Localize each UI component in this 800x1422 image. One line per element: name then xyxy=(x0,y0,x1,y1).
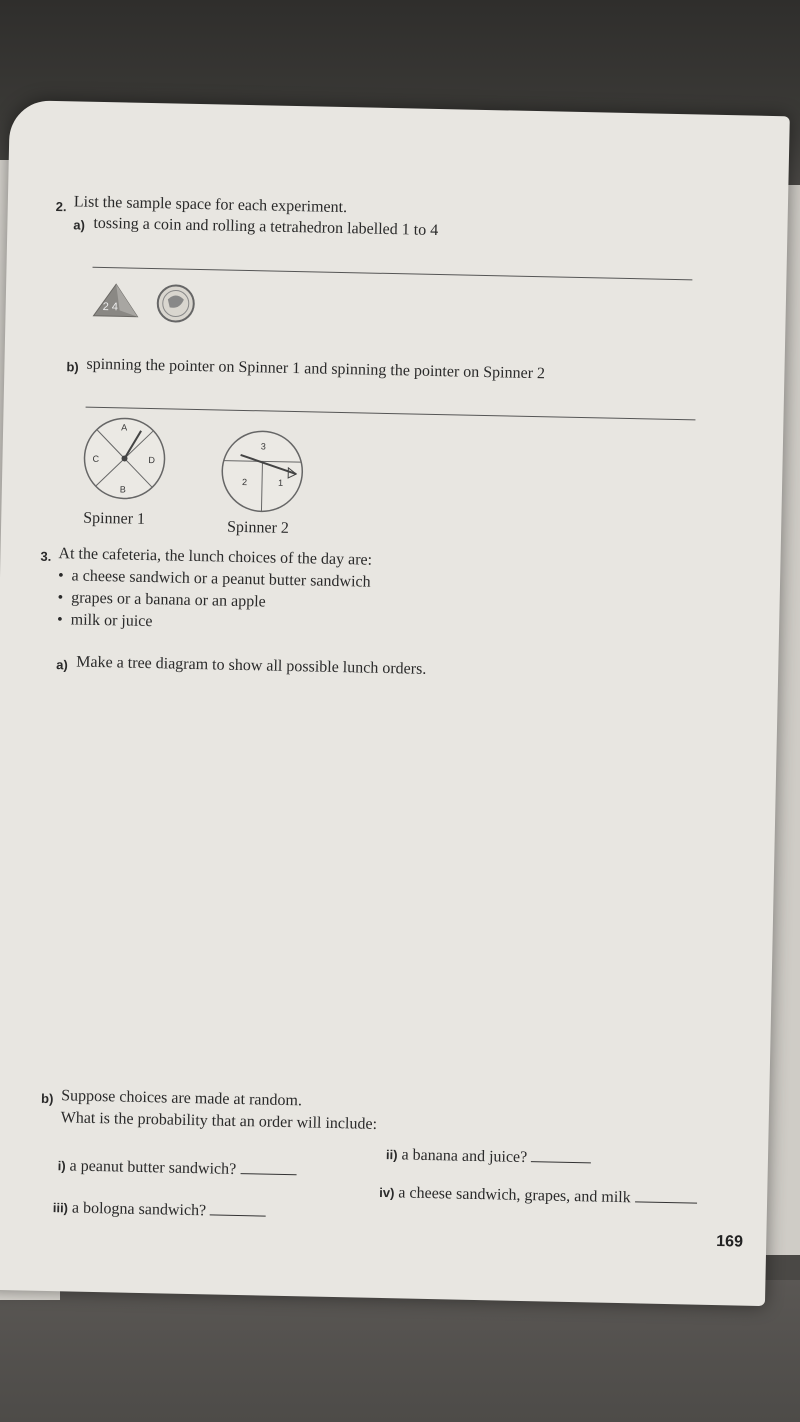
answer-line xyxy=(93,267,693,281)
choice-text: a cheese sandwich or a peanut butter sandwich xyxy=(71,567,371,591)
q2-number: 2. xyxy=(55,198,67,215)
spinner-1-section: A xyxy=(121,422,128,433)
q3-choice: • a cheese sandwich or a peanut butter sandwich xyxy=(57,567,371,591)
q3a-label: a) xyxy=(56,657,68,673)
answer-blank[interactable] xyxy=(635,1200,697,1203)
q3b-text-2: What is the probability that an order will include: xyxy=(60,1109,378,1133)
tetrahedron-and-coin xyxy=(85,280,216,331)
part-text: a cheese sandwich, grapes, and milk xyxy=(398,1184,631,1207)
part-label: iv) xyxy=(379,1184,395,1201)
part-text: a bologna sandwich? xyxy=(71,1199,207,1220)
q3b-part-ii xyxy=(386,1146,592,1168)
spinner-1-caption: Spinner 1 xyxy=(83,509,146,528)
q3-number: 3. xyxy=(40,548,52,564)
tetrahedron-label: 2 4 xyxy=(102,300,119,314)
page-number: 169 xyxy=(716,1233,744,1251)
q3b-part-i xyxy=(57,1157,296,1180)
q3-choice: • milk or juice xyxy=(56,611,153,631)
part-label: i) xyxy=(57,1158,66,1174)
spinner-2-section: 3 xyxy=(260,441,266,452)
part-label: ii) xyxy=(385,1147,398,1163)
part-text: a peanut butter sandwich? xyxy=(69,1157,237,1178)
q3b-part-iii xyxy=(53,1199,267,1221)
spinner-2-caption: Spinner 2 xyxy=(226,518,290,537)
choice-text: grapes or a banana or an apple xyxy=(71,589,266,611)
spinner-1-section: B xyxy=(119,484,126,495)
spinner-2-section: 2 xyxy=(241,476,248,488)
part-label: iii) xyxy=(52,1200,69,1216)
q3-intro: At the cafeteria, the lunch choices of the day are: xyxy=(58,545,373,569)
worksheet-page xyxy=(0,100,790,1306)
q2b-label: b) xyxy=(66,359,79,375)
q3b-text-1: Suppose choices are made at random. xyxy=(60,1087,303,1110)
spinner-1 xyxy=(74,413,186,505)
q3b-label: b) xyxy=(40,1090,54,1107)
part-text: a banana and juice? xyxy=(401,1146,528,1167)
spinner-1-section: C xyxy=(92,453,100,464)
q3-choice: • grapes or a banana or an apple xyxy=(57,589,266,611)
spinner-2-section: 1 xyxy=(277,477,284,488)
spinner-2 xyxy=(215,426,317,518)
answer-blank[interactable] xyxy=(240,1172,296,1175)
answer-blank[interactable] xyxy=(210,1213,266,1216)
q2a-text: tossing a coin and rolling a tetrahedron labelled 1 to 4 xyxy=(93,214,439,239)
q3a-text: Make a tree diagram to show all possible lunch orders. xyxy=(76,653,427,678)
choice-text: milk or juice xyxy=(70,611,153,631)
q2a-label: a) xyxy=(73,217,86,233)
answer-blank[interactable] xyxy=(531,1160,591,1163)
q3b-part-iv xyxy=(379,1184,697,1209)
q2-instruction: List the sample space for each experiment. xyxy=(73,193,348,217)
spinner-1-section: D xyxy=(148,454,156,466)
q2b-text: spinning the pointer on Spinner 1 and spinning the pointer on Spinner 2 xyxy=(86,355,546,383)
